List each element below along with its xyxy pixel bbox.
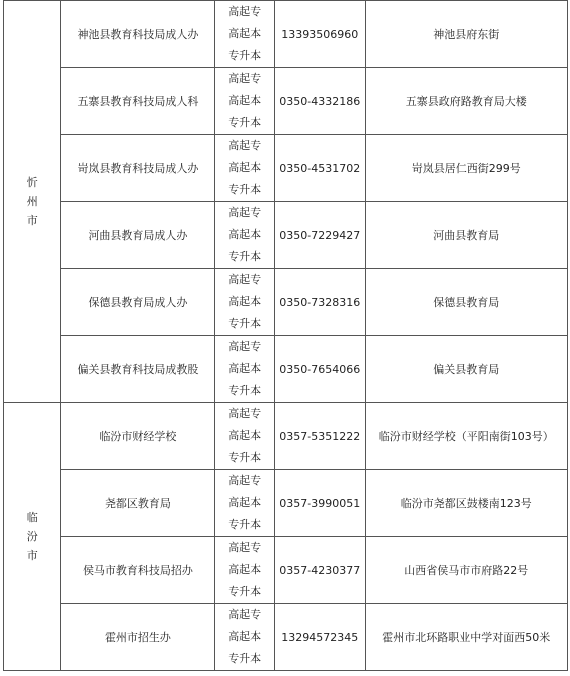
level-item: 高起本 bbox=[228, 228, 262, 241]
table-row bbox=[4, 202, 568, 269]
level-item: 高起本 bbox=[228, 94, 262, 107]
organization-name: 临汾市财经学校 bbox=[61, 403, 215, 470]
organization-name: 保德县教育局成人办 bbox=[61, 269, 215, 336]
phone-number: 13294572345 bbox=[274, 604, 365, 671]
organization-name: 尧都区教育局 bbox=[61, 470, 215, 537]
level-cell bbox=[215, 537, 274, 604]
organization-name: 侯马市教育科技局招办 bbox=[61, 537, 215, 604]
table-body bbox=[4, 1, 568, 671]
level-item: 专升本 bbox=[228, 652, 262, 665]
organization-name: 偏关县教育科技局成教股 bbox=[61, 336, 215, 403]
phone-number: 0350-4332186 bbox=[274, 68, 365, 135]
level-item: 专升本 bbox=[228, 585, 262, 598]
table-row bbox=[4, 470, 568, 537]
address: 五寨县政府路教育局大楼 bbox=[365, 68, 567, 135]
address: 山西省侯马市市府路22号 bbox=[365, 537, 567, 604]
level-item: 高起专 bbox=[228, 206, 262, 219]
level-item: 高起本 bbox=[228, 362, 262, 375]
phone-number: 0350-7229427 bbox=[274, 202, 365, 269]
level-item: 专升本 bbox=[228, 451, 262, 464]
address: 霍州市北环路职业中学对面西50米 bbox=[365, 604, 567, 671]
level-item: 专升本 bbox=[228, 384, 262, 397]
table-row bbox=[4, 403, 568, 470]
table-row bbox=[4, 269, 568, 336]
address: 临汾市尧都区鼓楼南123号 bbox=[365, 470, 567, 537]
level-item: 专升本 bbox=[228, 116, 262, 129]
table-row bbox=[4, 604, 568, 671]
city-name: 临汾市 bbox=[26, 511, 38, 562]
phone-number: 0357-5351222 bbox=[274, 403, 365, 470]
level-cell bbox=[215, 470, 274, 537]
level-item: 高起专 bbox=[228, 608, 262, 621]
level-cell bbox=[215, 336, 274, 403]
level-item: 专升本 bbox=[228, 183, 262, 196]
phone-number: 13393506960 bbox=[274, 1, 365, 68]
city-name: 忻州市 bbox=[26, 176, 38, 227]
level-item: 高起本 bbox=[228, 429, 262, 442]
level-item: 专升本 bbox=[228, 317, 262, 330]
level-item: 高起本 bbox=[228, 295, 262, 308]
phone-number: 0350-7654066 bbox=[274, 336, 365, 403]
level-cell bbox=[215, 135, 274, 202]
level-item: 高起专 bbox=[228, 407, 262, 420]
level-item: 高起专 bbox=[228, 139, 262, 152]
organization-name: 河曲县教育局成人办 bbox=[61, 202, 215, 269]
table-row bbox=[4, 336, 568, 403]
level-item: 高起专 bbox=[228, 541, 262, 554]
level-item: 高起本 bbox=[228, 496, 262, 509]
level-cell bbox=[215, 202, 274, 269]
level-item: 专升本 bbox=[228, 518, 262, 531]
address: 岢岚县居仁西街299号 bbox=[365, 135, 567, 202]
organization-name: 霍州市招生办 bbox=[61, 604, 215, 671]
phone-number: 0357-3990051 bbox=[274, 470, 365, 537]
phone-number: 0350-7328316 bbox=[274, 269, 365, 336]
level-item: 高起本 bbox=[228, 630, 262, 643]
table-row bbox=[4, 135, 568, 202]
level-item: 高起专 bbox=[228, 340, 262, 353]
level-item: 高起专 bbox=[228, 72, 262, 85]
address: 河曲县教育局 bbox=[365, 202, 567, 269]
level-item: 高起本 bbox=[228, 161, 262, 174]
phone-number: 0357-4230377 bbox=[274, 537, 365, 604]
level-cell bbox=[215, 403, 274, 470]
level-item: 高起专 bbox=[228, 5, 262, 18]
organization-name: 五寨县教育科技局成人科 bbox=[61, 68, 215, 135]
address: 神池县府东街 bbox=[365, 1, 567, 68]
address: 偏关县教育局 bbox=[365, 336, 567, 403]
level-item: 高起专 bbox=[228, 273, 262, 286]
level-item: 高起专 bbox=[228, 474, 262, 487]
phone-number: 0350-4531702 bbox=[274, 135, 365, 202]
address: 保德县教育局 bbox=[365, 269, 567, 336]
organization-name: 岢岚县教育科技局成人办 bbox=[61, 135, 215, 202]
level-item: 高起本 bbox=[228, 27, 262, 40]
city-cell bbox=[4, 1, 61, 403]
city-cell bbox=[4, 403, 61, 671]
level-cell bbox=[215, 604, 274, 671]
address: 临汾市财经学校（平阳南街103号） bbox=[365, 403, 567, 470]
level-item: 高起本 bbox=[228, 563, 262, 576]
table-row bbox=[4, 1, 568, 68]
level-item: 专升本 bbox=[228, 250, 262, 263]
level-cell bbox=[215, 1, 274, 68]
organization-name: 神池县教育科技局成人办 bbox=[61, 1, 215, 68]
enrollment-office-table bbox=[3, 0, 568, 671]
level-cell bbox=[215, 68, 274, 135]
level-cell bbox=[215, 269, 274, 336]
level-item: 专升本 bbox=[228, 49, 262, 62]
table-row bbox=[4, 537, 568, 604]
table-row bbox=[4, 68, 568, 135]
